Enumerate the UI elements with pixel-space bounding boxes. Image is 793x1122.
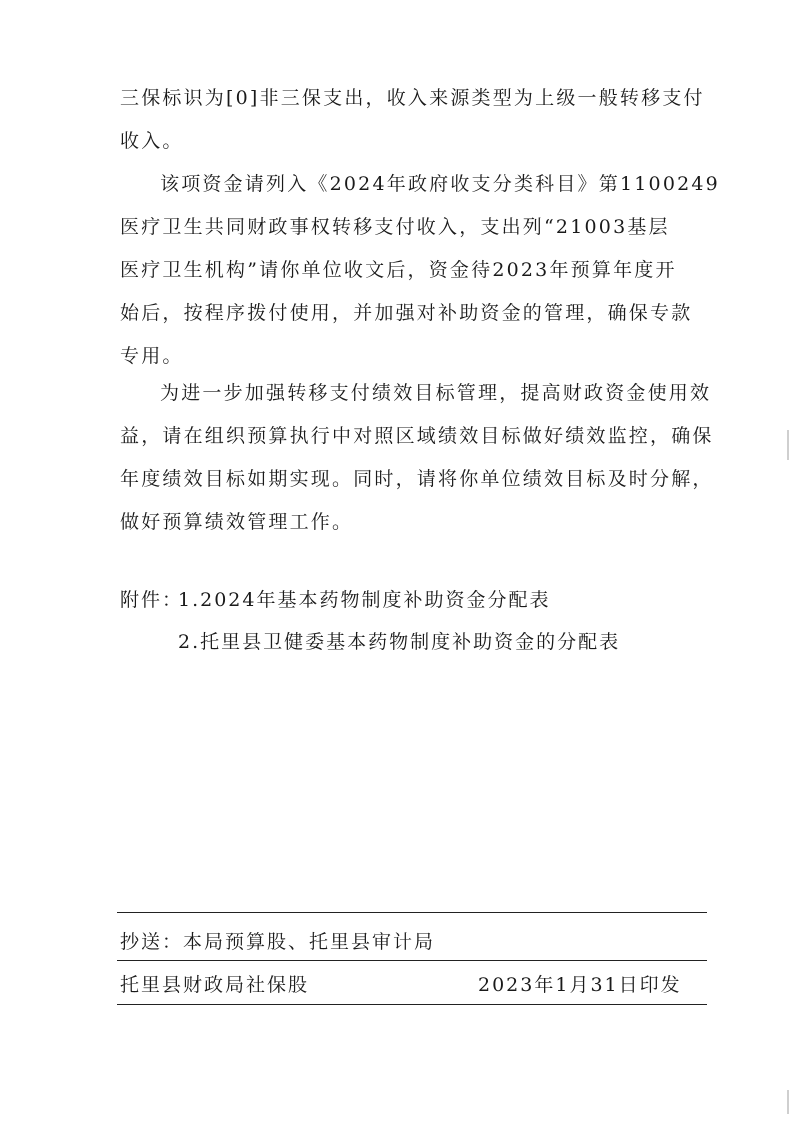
paragraph-line: 为进一步加强转移支付绩效目标管理，提高财政资金使用效 bbox=[160, 382, 712, 404]
footer-bottom-rule bbox=[117, 1004, 707, 1005]
attachment-item: 2.托里县卫健委基本药物制度补助资金的分配表 bbox=[178, 631, 621, 653]
scan-edge-mark bbox=[787, 1090, 789, 1114]
paragraph-line: 始后，按程序拨付使用，并加强对补助资金的管理，确保专款 bbox=[120, 302, 693, 324]
cc-line: 抄送：本局预算股、托里县审计局 bbox=[120, 931, 436, 953]
paragraph-line: 收入。 bbox=[120, 130, 184, 152]
issue-date: 2023年1月31日印发 bbox=[478, 974, 682, 996]
paragraph-fund-classification bbox=[120, 77, 705, 163]
footer-top-rule bbox=[117, 912, 707, 913]
attachments-label: 附件： bbox=[120, 589, 184, 611]
paragraph-line: 年度绩效目标如期实现。同时，请将你单位绩效目标及时分解， bbox=[120, 468, 714, 490]
paragraph-performance-goals bbox=[120, 372, 714, 544]
paragraph-budget-subject bbox=[120, 163, 720, 378]
paragraph-line: 专用。 bbox=[120, 345, 184, 367]
attachment-item: 1.2024年基本药物制度补助资金分配表 bbox=[178, 589, 551, 611]
issuer: 托里县财政局社保股 bbox=[120, 974, 310, 996]
footer-middle-rule bbox=[117, 960, 707, 961]
paragraph-line: 益，请在组织预算执行中对照区域绩效目标做好绩效监控，确保 bbox=[120, 425, 714, 447]
paragraph-line: 做好预算绩效管理工作。 bbox=[120, 511, 354, 533]
paragraph-line: 医疗卫生共同财政事权转移支付收入，支出列“21003基层 bbox=[120, 216, 670, 238]
paragraph-line: 三保标识为[0]非三保支出，收入来源类型为上级一般转移支付 bbox=[120, 87, 705, 109]
paragraph-line: 医疗卫生机构”请你单位收文后，资金待2023年预算年度开 bbox=[120, 259, 677, 281]
paragraph-line: 该项资金请列入《2024年政府收支分类科目》第1100249 bbox=[160, 173, 720, 195]
scan-edge-mark bbox=[787, 430, 789, 460]
